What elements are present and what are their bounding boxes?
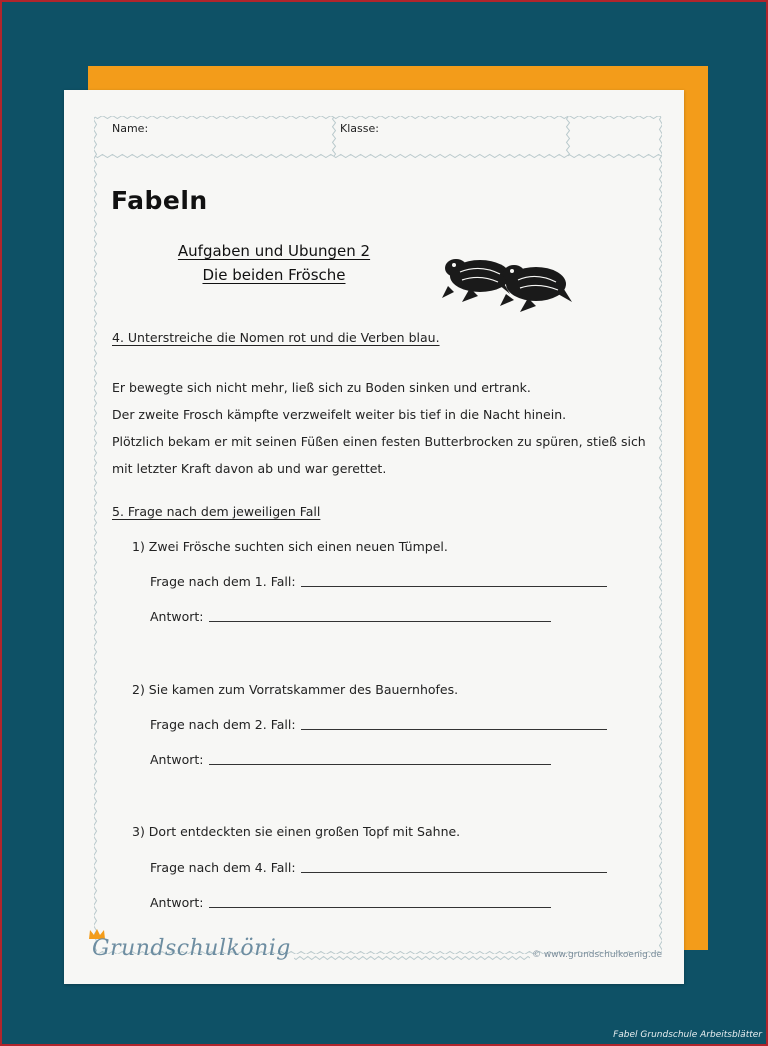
subtitle-line-2: Die beiden Frösche	[202, 266, 346, 284]
copyright-text: © www.grundschulkoenig.de	[531, 950, 662, 960]
header-row	[94, 116, 662, 156]
story-line-3: Plötzlich bekam er mit seinen Füßen einen festen Butterbrocken zu spüren, stieß sich	[112, 434, 646, 449]
task-4-instruction: 4. Unterstreiche die Nomen rot und die Verben blau.	[112, 330, 440, 345]
question-3-row	[150, 860, 607, 875]
question-3-answer-line[interactable]	[301, 871, 607, 873]
name-label: Name:	[112, 122, 149, 135]
answer-3-row	[150, 895, 551, 910]
answer-1-line[interactable]	[209, 620, 551, 622]
question-1-label: Frage nach dem 1. Fall:	[150, 574, 296, 589]
question-3-sentence: 3) Dort entdeckten sie einen großen Topf mit Sahne.	[132, 824, 461, 839]
answer-3-line[interactable]	[209, 906, 551, 908]
question-1-answer-line[interactable]	[301, 585, 607, 587]
question-1-sentence: 1) Zwei Frösche suchten sich einen neuen Tümpel.	[132, 539, 448, 554]
question-2-label: Frage nach dem 2. Fall:	[150, 717, 296, 732]
question-1-row	[150, 574, 607, 589]
footer-wave-divider	[294, 954, 530, 962]
question-3-label: Frage nach dem 4. Fall:	[150, 860, 296, 875]
answer-1-row	[150, 609, 551, 624]
answer-2-line[interactable]	[209, 763, 551, 765]
question-2-answer-line[interactable]	[301, 728, 607, 730]
answer-2-row	[150, 752, 551, 767]
answer-3-label: Antwort:	[150, 895, 204, 910]
frogs-illustration-icon	[440, 246, 576, 316]
grundschulkoenig-logo: Grundschulkönig	[92, 936, 291, 961]
page-title: Fabeln	[111, 186, 208, 215]
story-line-4: mit letzter Kraft davon ab und war gerettet.	[112, 461, 387, 476]
question-2-sentence: 2) Sie kamen zum Vorratskammer des Bauernhofes.	[132, 682, 459, 697]
answer-2-label: Antwort:	[150, 752, 204, 767]
worksheet-page	[64, 90, 684, 984]
answer-1-label: Antwort:	[150, 609, 204, 624]
story-line-2: Der zweite Frosch kämpfte verzweifelt weiter bis tief in die Nacht hinein.	[112, 407, 567, 422]
class-label: Klasse:	[340, 122, 379, 135]
image-caption: Fabel Grundschule Arbeitsblätter	[613, 1030, 762, 1040]
subtitle-line-1: Aufgaben und Ubungen 2	[177, 242, 371, 260]
story-line-1: Er bewegte sich nicht mehr, ließ sich zu Boden sinken und ertrank.	[112, 380, 531, 395]
task-5-instruction: 5. Frage nach dem jeweiligen Fall	[112, 504, 321, 519]
question-2-row	[150, 717, 607, 732]
